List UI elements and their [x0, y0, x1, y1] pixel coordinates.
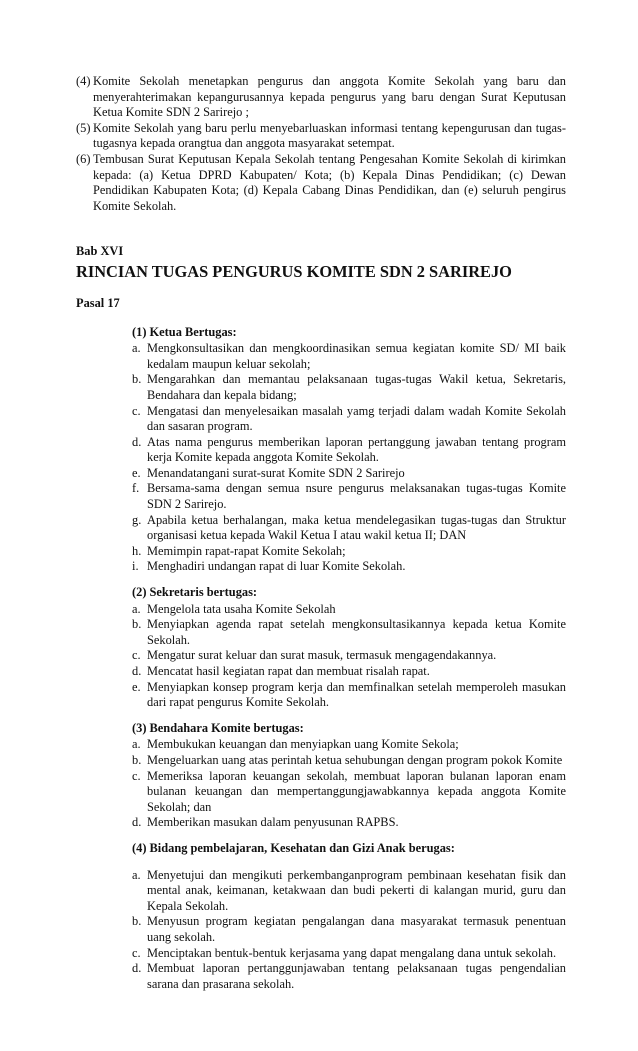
item-text: Tembusan Surat Keputusan Kepala Sekolah tentang Pengesahan Komite Sekolah di kirimkan kepada: (a) Ketua DPRD Kabupaten/ Kota; (b) Kepala Dinas Pendidikan; (c) Dewan Pendidikan Kabupaten Kota; (d) Kepala Cabang Dinas Pendidikan, dan (e) seluruh pengirus Komite Sekolah.: [93, 151, 566, 213]
item-letter: d.: [132, 961, 142, 976]
list-item: [132, 961, 566, 992]
spacer: [132, 858, 566, 868]
item-letter: c.: [132, 945, 141, 960]
item-letter: d.: [132, 815, 142, 830]
item-text: Membuat laporan pertanggunjawaban tentang pelaksanaan tugas pengendalian sarana dan prasarana sekolah.: [147, 961, 566, 991]
item-letter: a.: [132, 341, 141, 356]
list-item: [132, 513, 566, 544]
section-bidang-pembelajaran: [132, 841, 566, 992]
item-text: Mengatur surat keluar dan surat masuk, termasuk mengagendakannya.: [147, 648, 497, 663]
item-letter: c.: [132, 648, 141, 663]
item-number: (6): [76, 151, 91, 166]
item-letter: b.: [132, 914, 142, 929]
chapter-label: Bab XVI: [76, 244, 124, 259]
item-text: Memimpin rapat-rapat Komite Sekolah;: [147, 543, 346, 558]
section-sekretaris: [132, 585, 566, 711]
list-item: [132, 617, 566, 648]
list-item: [132, 648, 566, 664]
item-letter: a.: [132, 867, 141, 882]
section-title: (2) Sekretaris bertugas:: [132, 585, 258, 600]
item-text: Atas nama pengurus memberikan laporan pertanggung jawaban tentang program kerja Komite kepada anggota Komite Sekolah.: [147, 434, 566, 465]
item-letter: h.: [132, 543, 142, 558]
item-letter: b.: [132, 752, 142, 767]
item-letter: g.: [132, 512, 142, 527]
item-text: Komite Sekolah menetapkan pengurus dan anggota Komite Sekolah yang baru dan menyerahterimakan kepangurusannya kepada pengurus yang baru dengan Surat Keputusan Ketua Komite SDN 2 Sarirejo ;: [93, 74, 566, 120]
item-text: Memeriksa laporan keuangan sekolah, membuat laporan bulanan laporan enam bulanan keuangan dan mempertanggungjawabkannya kepada anggota Komite Sekolah; dan: [147, 768, 566, 814]
list-item: [132, 559, 566, 575]
list-item: [132, 481, 566, 512]
list-item: [132, 680, 566, 711]
list-item: [132, 602, 566, 618]
duty-list: [132, 737, 566, 831]
item-text: Mengelola tata usaha Komite Sekolah: [147, 601, 336, 616]
item-letter: e.: [132, 465, 141, 480]
item-text: Menyusun program kegiatan pengalangan dana masyarakat termasuk penentuan uang sekolah.: [147, 914, 566, 944]
section-title: (1) Ketua Bertugas:: [132, 324, 237, 339]
item-letter: b.: [132, 617, 142, 632]
section-title: (4) Bidang pembelajaran, Kesehatan dan Gizi Anak berugas:: [132, 840, 455, 855]
list-item: [132, 466, 566, 482]
list-item: [76, 74, 566, 121]
item-number: (4): [76, 74, 91, 88]
list-item: [132, 435, 566, 466]
intro-list: [76, 74, 566, 214]
article-label: Pasal 17: [76, 295, 120, 310]
chapter-title: RINCIAN TUGAS PENGURUS KOMITE SDN 2 SARIREJO: [76, 261, 512, 281]
item-letter: c.: [132, 403, 141, 418]
item-letter: d.: [132, 434, 142, 449]
item-text: Mencatat hasil kegiatan rapat dan membuat risalah rapat.: [147, 664, 430, 678]
section-ketua: [132, 325, 566, 576]
section-bendahara: [132, 721, 566, 831]
item-letter: i.: [132, 559, 139, 574]
list-item: [132, 815, 566, 831]
item-text: Bersama-sama dengan semua nsure pengurus melaksanakan tugas-tugas Komite SDN 2 Sarirejo.: [147, 481, 566, 512]
list-item: [76, 152, 566, 214]
item-text: Membukukan keuangan dan menyiapkan uang Komite Sekola;: [147, 737, 459, 752]
list-item: [132, 769, 566, 816]
list-item: [132, 914, 566, 945]
item-text: Menyiapkan konsep program kerja dan memfinalkan setelah memperoleh masukan dari rapat pengurus Komite Sekolah.: [147, 679, 566, 710]
list-item: [132, 544, 566, 560]
list-item: [132, 404, 566, 435]
list-item: [76, 121, 566, 152]
list-item: [132, 372, 566, 403]
item-text: Mengatasi dan menyelesaikan masalah yamg terjadi dalam wadah Komite Sekolah dan sasaran program.: [147, 403, 566, 434]
item-number: (5): [76, 120, 91, 135]
section-title: (3) Bendahara Komite bertugas:: [132, 720, 304, 735]
item-text: Menghadiri undangan rapat di luar Komite Sekolah.: [147, 559, 406, 574]
item-letter: f.: [132, 481, 140, 496]
item-letter: a.: [132, 737, 141, 752]
duty-list: [132, 868, 566, 993]
list-item: [132, 946, 566, 962]
duty-list: [132, 341, 566, 575]
item-letter: b.: [132, 372, 142, 387]
item-text: Menciptakan bentuk-bentuk kerjasama yang dapat mengalang dana untuk sekolah.: [147, 945, 557, 960]
item-text: Apabila ketua berhalangan, maka ketua mendelegasikan tugas-tugas dan Struktur organisasi ketua kepada Wakil Ketua I atau wakil ketua II; DAN: [147, 512, 566, 543]
list-item: [132, 737, 566, 753]
item-letter: a.: [132, 601, 141, 616]
item-text: Komite Sekolah yang baru perlu menyebarluaskan informasi tentang kepengurusan dan tugas-tugasnya kepada orangtua dan anggota masyarakat setempat.: [93, 120, 566, 151]
item-text: Mengarahkan dan memantau pelaksanaan tugas-tugas Wakil ketua, Sekretaris, Bendahara dan kepala bidang;: [147, 372, 566, 402]
item-letter: c.: [132, 768, 141, 783]
item-letter: d.: [132, 664, 142, 678]
item-text: Menyetujui dan mengikuti perkembanganprogram pembinaan kesehatan fisik dan mental anak, keimanan, ketakwaan dan budi pekerti di kalangan murid, guru dan Kepala Sekolah.: [147, 867, 566, 913]
list-item: [132, 753, 566, 769]
list-item: [132, 664, 566, 680]
item-text: Menyiapkan agenda rapat setelah mengkonsultasikannya kepada ketua Komite Sekolah.: [147, 617, 566, 647]
item-text: Menandatangani surat-surat Komite SDN 2 Sarirejo: [147, 465, 405, 480]
item-text: Mengeluarkan uang atas perintah ketua sehubungan dengan program pokok Komite: [147, 752, 563, 767]
item-text: Mengkonsultasikan dan mengkoordinasikan semua kegiatan komite SD/ MI baik kedalam maupun keluar sekolah;: [147, 341, 566, 371]
duty-list: [132, 602, 566, 711]
list-item: [132, 868, 566, 915]
item-letter: e.: [132, 679, 141, 694]
list-item: [132, 341, 566, 372]
item-text: Memberikan masukan dalam penyusunan RAPBS.: [147, 815, 399, 830]
